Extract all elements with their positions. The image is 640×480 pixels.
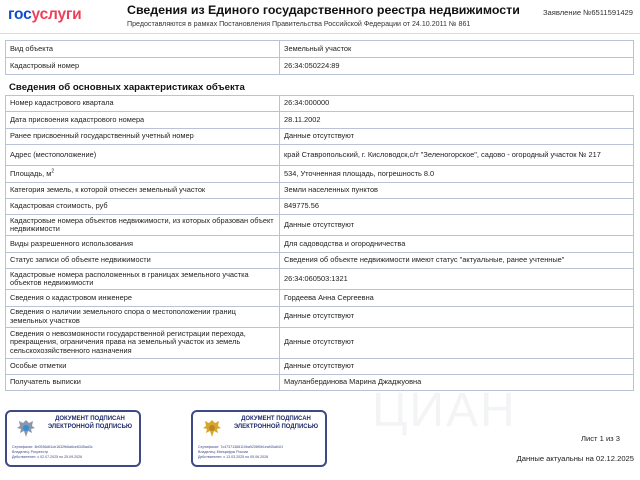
stamp-validity: Действителен: с 13.03.2025 по 05.06.2026: [198, 455, 269, 459]
table-row: [6, 290, 634, 306]
row-value: Земли населенных пунктов: [280, 182, 634, 198]
row-key: Адрес (местоположение): [6, 145, 280, 166]
row-key: Виды разрешенного использования: [6, 236, 280, 252]
table-row: [6, 145, 634, 166]
row-key: Статус записи об объекте недвижимости: [6, 252, 280, 268]
row-key: Кадастровые номера расположенных в границах земельного участка объектов недвижимости: [6, 269, 280, 290]
row-value: Данные отсутствуют: [280, 128, 634, 144]
table-row: [6, 58, 634, 75]
area-label: Площадь, м: [10, 168, 52, 178]
logo-part-gos: гос: [8, 6, 32, 23]
page-indicator: Лист 1 из 3: [581, 434, 620, 443]
eagle-emblem-icon: [14, 417, 38, 441]
row-key: Получатель выписки: [6, 374, 280, 390]
stamp-title: ДОКУМЕНТ ПОДПИСАН ЭЛЕКТРОННОЙ ПОДПИСЬЮ: [233, 416, 319, 430]
row-value: 26:34:060503:1321: [280, 269, 634, 290]
row-key: Кадастровая стоимость, руб: [6, 198, 280, 214]
logo-part-uslugi: услуги: [31, 6, 82, 23]
row-key: Ранее присвоенный государственный учетный номер: [6, 128, 280, 144]
table-row: [6, 327, 634, 358]
area-unit-superscript: 2: [51, 168, 55, 175]
table-row: [6, 198, 634, 214]
row-key: Кадастровые номера объектов недвижимости, из которых образован объект недвижимости: [6, 215, 280, 236]
document-title: Сведения из Единого государственного реестра недвижимости: [127, 3, 520, 17]
row-value: Земельный участок: [280, 41, 634, 58]
row-value: Сведения об объекте недвижимости имеют статус "актуальные, ранее учтенные": [280, 252, 634, 268]
row-value: Данные отсутствуют: [280, 327, 634, 358]
table-row: [6, 215, 634, 236]
row-value: Данные отсутствуют: [280, 358, 634, 374]
table-row: [6, 236, 634, 252]
stamp-certificate: Сертификат: 7c47371368110ba9208f0b1eaf40a641f: [198, 445, 283, 449]
row-value: 28.11.2002: [280, 112, 634, 128]
object-info-table: [5, 40, 634, 75]
row-value: Гордеева Анна Сергеевна: [280, 290, 634, 306]
row-value: 849775.56: [280, 198, 634, 214]
stamp-owner: Владелец: Росреестр: [12, 450, 49, 454]
application-number: Заявление №6511591429: [542, 8, 633, 17]
table-row: [6, 358, 634, 374]
row-key: Сведения о кадастровом инженере: [6, 290, 280, 306]
gosuslugi-logo: [8, 6, 81, 24]
watermark: ЦИАН: [372, 384, 517, 437]
table-row: [6, 128, 634, 144]
stamp-validity: Действителен: с 02.07.2025 по 25.09.2026: [12, 455, 83, 459]
characteristics-table: [5, 95, 634, 391]
table-row: [6, 374, 634, 390]
row-key: Категория земель, к которой отнесен земельный участок: [6, 182, 280, 198]
stamp-certificate: Сертификат: 4b0536d61cb1632fb6a6ce6345ad3c: [12, 445, 93, 449]
row-key: Номер кадастрового квартала: [6, 96, 280, 112]
row-value: 26:34:050224:89: [280, 58, 634, 75]
table-row: [6, 269, 634, 290]
row-value: Мауланбердинова Марина Джаджуовна: [280, 374, 634, 390]
table-row: [6, 252, 634, 268]
table-row: [6, 166, 634, 182]
row-key: Особые отметки: [6, 358, 280, 374]
stamp-owner: Владелец: Минцифры России: [198, 450, 249, 454]
row-key: Сведения о наличии земельного спора о местоположении границ земельных участков: [6, 306, 280, 327]
row-value: край Ставропольский, г. Кисловодск,с/т "Зеленогорское", садово - огородный участок № 217: [280, 145, 634, 166]
signature-stamp-mintsifry: [191, 410, 327, 467]
signature-stamp-rosreestr: [5, 410, 141, 467]
table-row: [6, 182, 634, 198]
row-key: Кадастровый номер: [6, 58, 280, 75]
row-value: 534, Уточненная площадь, погрешность 8.0: [280, 166, 634, 182]
table-row: [6, 41, 634, 58]
table-row: [6, 306, 634, 327]
data-actual-date: Данные актуальны на 02.12.2025: [516, 454, 634, 463]
row-value: Данные отсутствуют: [280, 215, 634, 236]
row-key: Вид объекта: [6, 41, 280, 58]
section-title: Сведения об основных характеристиках объекта: [9, 82, 245, 93]
row-key: [6, 166, 280, 182]
table-row: [6, 112, 634, 128]
row-value: 26:34:000000: [280, 96, 634, 112]
row-value: Данные отсутствуют: [280, 306, 634, 327]
row-key: Сведения о невозможности государственной регистрации перехода, прекращения, ограничения права на земельный участок из земель сельскохозяйственного назначения: [6, 327, 280, 358]
eagle-emblem-icon: [200, 417, 224, 441]
stamp-title: ДОКУМЕНТ ПОДПИСАН ЭЛЕКТРОННОЙ ПОДПИСЬЮ: [47, 416, 133, 430]
table-row: [6, 96, 634, 112]
document-header: [0, 0, 640, 34]
document-subtitle: Предоставляются в рамках Постановления Правительства Российской Федерации от 24.10.2011 № 861: [127, 20, 471, 28]
row-value: Для садоводства и огородничества: [280, 236, 634, 252]
row-key: Дата присвоения кадастрового номера: [6, 112, 280, 128]
